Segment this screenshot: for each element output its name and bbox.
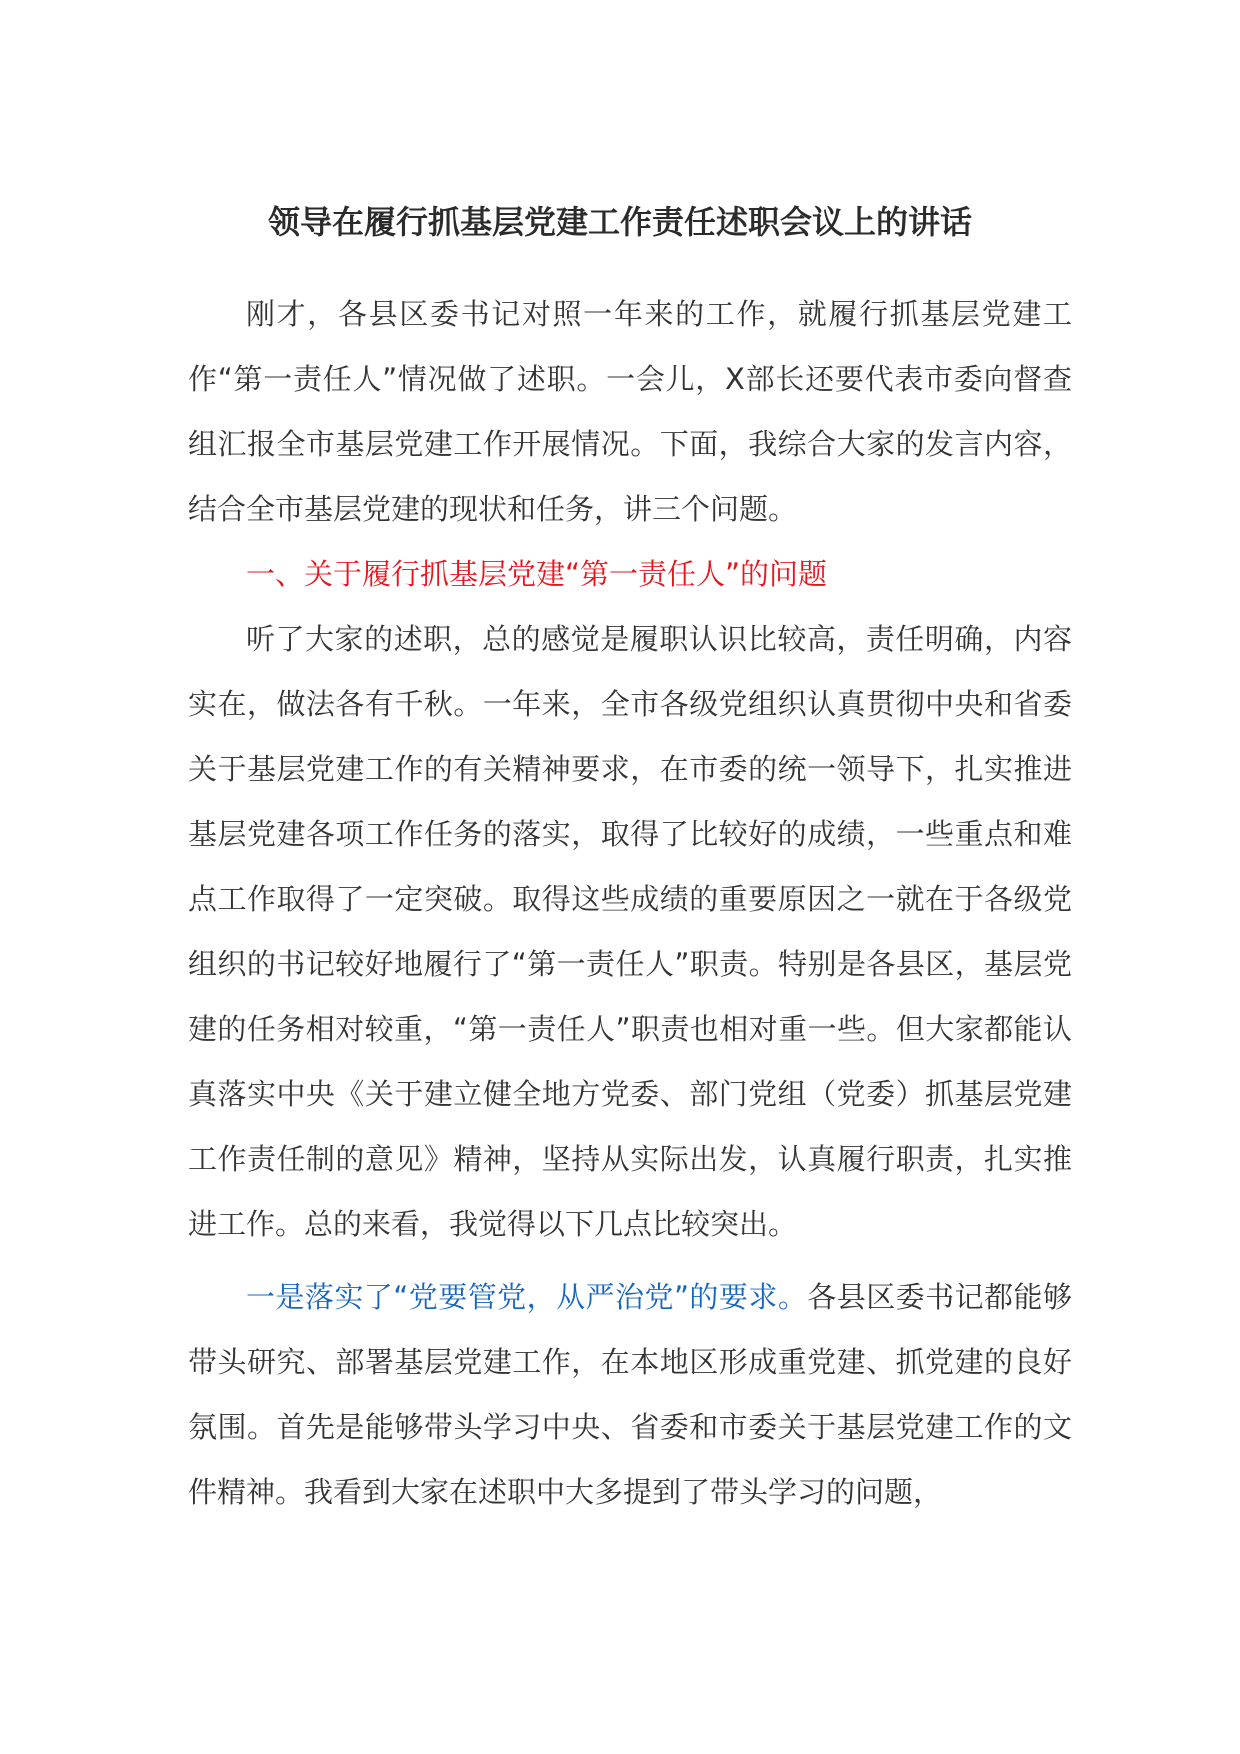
paragraph-spacer <box>188 1257 1072 1265</box>
section-heading: 一、关于履行抓基层党建“第一责任人”的问题 <box>246 557 828 591</box>
point-one-lead: 一是落实了“党要管党，从严治党”的要求。 <box>246 1280 808 1314</box>
document-body <box>188 282 1072 1525</box>
document-title: 领导在履行抓基层党建工作责任述职会议上的讲话 <box>267 203 972 241</box>
point-one-paragraph <box>188 1265 1072 1525</box>
body-paragraph: 听了大家的述职，总的感觉是履职认识比较高，责任明确，内容实在，做法各有千秋。一年来，全市各级党组织认真贯彻中央和省委关于基层党建工作的有关精神要求，在市委的统一领导下，扎实推进基层党建各项工作任务的落实，取得了比较好的成绩，一些重点和难点工作取得了一定突破。取得这些成绩的重要原因之一就在于各级党组织的书记较好地履行了“第一责任人”职责。特别是各县区，基层党建的任务相对较重，“第一责任人”职责也相对重一些。但大家都能认真落实中央《关于建立健全地方党委、部门党组（党委）抓基层党建工作责任制的意见》精神，坚持从实际出发，认真履行职责，扎实推进工作。总的来看，我觉得以下几点比较突出。 <box>188 622 1072 1241</box>
intro-paragraph: 刚才，各县区委书记对照一年来的工作，就履行抓基层党建工作“第一责任人”情况做了述职。一会儿，X部长还要代表市委向督查组汇报全市基层党建工作开展情况。下面，我综合大家的发言内容，结合全市基层党建的现状和任务，讲三个问题。 <box>188 297 1072 526</box>
point-one-text: 各县区委书记都能够带头研究、部署基层党建工作，在本地区形成重党建、抓党建的良好氛围。首先是能够带头学习中央、省委和市委关于基层党建工作的文件精神。我看到大家在述职中大多提到了带头学习的问题， <box>188 1280 1072 1509</box>
